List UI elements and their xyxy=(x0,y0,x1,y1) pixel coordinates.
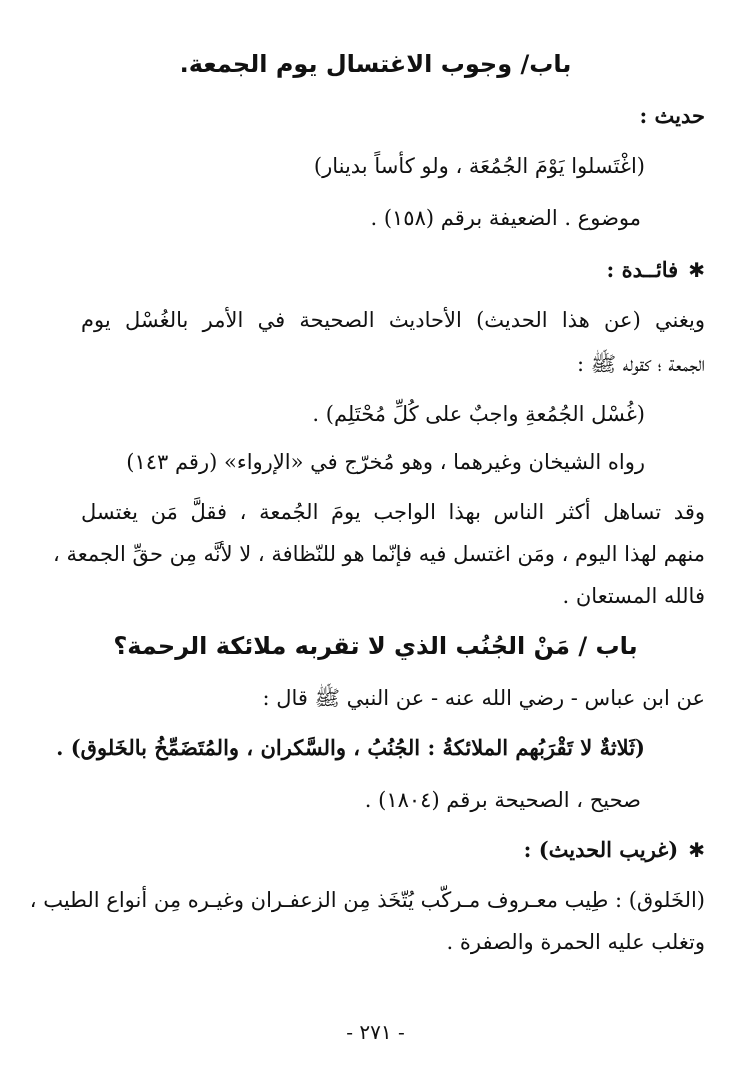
hadith-text: (ثَلاثةٌ لا تَقْرَبُهم الملائكةُ : الجُنُبُ ، والسَّكران ، والمُتَضَمِّخُ بالخَلوق) . xyxy=(56,735,645,760)
gharib-label: (غريب الحديث) : xyxy=(523,837,679,862)
hadith-grade: موضوع . الضعيفة برقم (١٥٨) . xyxy=(370,206,641,230)
paragraph-line: منهم لهذا اليوم ، ومَن اغتسل فيه فإنّما هو للنّظافة ، لا لأنَّه مِن حقِّ الجمعة ، xyxy=(53,542,705,566)
hadith-label: حديث : xyxy=(639,103,705,128)
section-title: باب / مَنْ الجُنُب الذي لا تقربه ملائكة الرحمة؟ xyxy=(113,632,638,660)
paragraph-line: الجمعة ؛ كقوله ﷺ : xyxy=(576,352,705,376)
paragraph-line: ويغني (عن هذا الحديث) الأحاديث الصحيحة في الأمر بالغُسْل يوم xyxy=(81,308,705,332)
definition-line: (الخَلوق) : طِيب معـروف مـركّب يُتّخَذ مِن الزعفـران وغيـره مِن أنواع الطيب ، xyxy=(29,888,705,912)
gharib-heading xyxy=(524,834,705,866)
section-title: باب/ وجوب الاغتسال يوم الجمعة. xyxy=(179,50,572,78)
paragraph-line: وقد تساهل أكثر الناس بهذا الواجب يومَ الجُمعة ، فقلَّ مَن يغتسل xyxy=(81,500,705,524)
page-number: - ٢٧١ - xyxy=(346,1020,405,1044)
faida-heading xyxy=(607,254,705,286)
hadith-grade: صحيح ، الصحيحة برقم (١٨٠٤) . xyxy=(364,788,641,812)
star-icon: ✱ xyxy=(688,838,705,862)
reference-line: رواه الشيخان وغيرهما ، وهو مُخرّج في «الإرواء» (رقم ١٤٣) xyxy=(126,450,645,474)
quoted-hadith: (غُسْل الجُمُعةِ واجبٌ على كُلِّ مُحْتَلِم) . xyxy=(312,402,645,426)
star-icon: ✱ xyxy=(688,258,705,282)
narration-intro: عن ابن عباس - رضي الله عنه - عن النبي ﷺ قال : xyxy=(262,686,705,710)
faida-label: فائــدة : xyxy=(606,257,679,282)
hadith-text: (اغْتَسلوا يَوْمَ الجُمُعَة ، ولو كأساً بدينار) xyxy=(313,154,645,178)
paragraph-line: فالله المستعان . xyxy=(562,584,705,608)
definition-line: وتغلب عليه الحمرة والصفرة . xyxy=(446,930,705,954)
